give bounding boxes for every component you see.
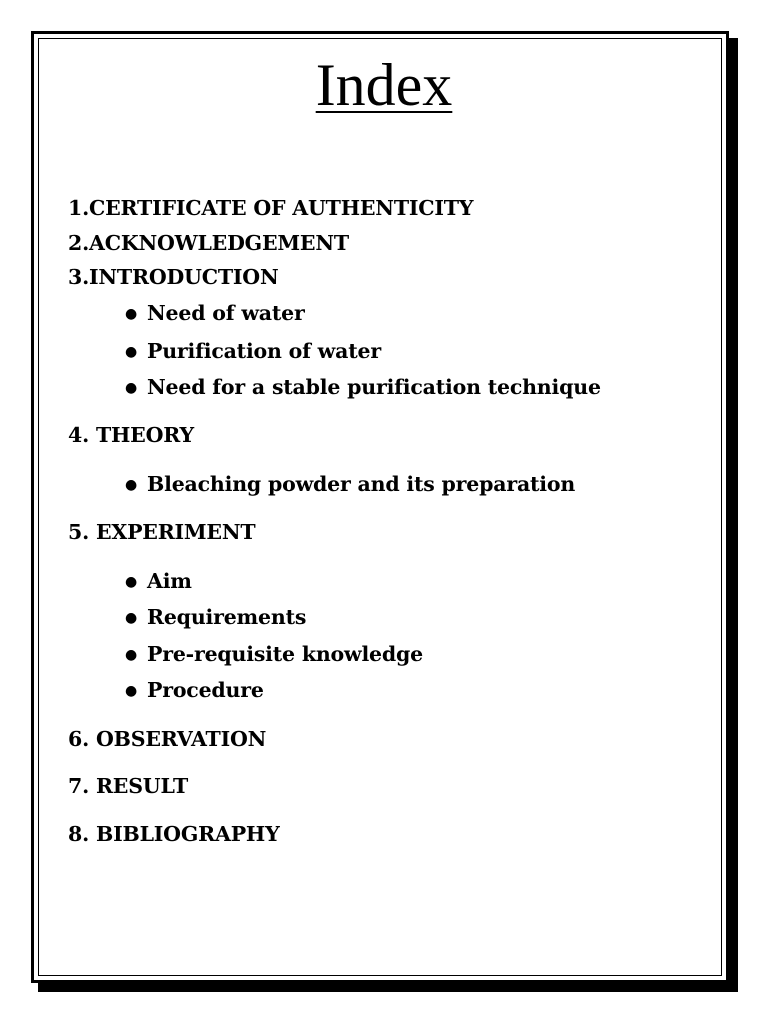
page-title [0,52,768,118]
index-subitem-label: Pre-requisite knowledge [147,642,423,666]
index-subitem [125,604,306,631]
index-item-result: 7. RESULT [68,774,189,798]
bullet-icon: ● [125,306,138,322]
index-subitem [125,641,423,668]
bullet-icon: ● [125,477,138,493]
index-subitem-label: Need for a stable purification technique [147,375,601,399]
bullet-icon: ● [125,574,138,590]
index-subitem [125,374,601,401]
bullet-icon: ● [125,647,138,663]
index-subitem-label: Need of water [147,301,305,325]
bullet-icon: ● [125,683,138,699]
index-item-observation: 6. OBSERVATION [68,727,267,751]
index-subitem [125,300,305,327]
index-subitem [125,677,264,704]
bullet-icon: ● [125,380,138,396]
index-subitem-label: Requirements [147,605,307,629]
bullet-icon: ● [125,344,138,360]
index-subitem-label: Purification of water [147,339,381,363]
index-item-introduction: 3.INTRODUCTION [68,265,279,289]
page-title-text: Index [315,52,453,118]
index-subitem [125,568,192,595]
index-item-theory: 4. THEORY [68,423,194,447]
bullet-icon: ● [125,610,138,626]
index-subitem-label: Procedure [147,678,264,702]
index-subitem [125,338,381,365]
index-item-experiment: 5. EXPERIMENT [68,520,256,544]
index-subitem-label: Bleaching powder and its preparation [147,472,576,496]
index-item-certificate: 1.CERTIFICATE OF AUTHENTICITY [68,196,474,220]
index-subitem [125,471,575,498]
index-subitem-label: Aim [147,569,192,593]
index-item-acknowledgement: 2.ACKNOWLEDGEMENT [68,231,349,255]
index-item-bibliography: 8. BIBLIOGRAPHY [68,822,280,846]
